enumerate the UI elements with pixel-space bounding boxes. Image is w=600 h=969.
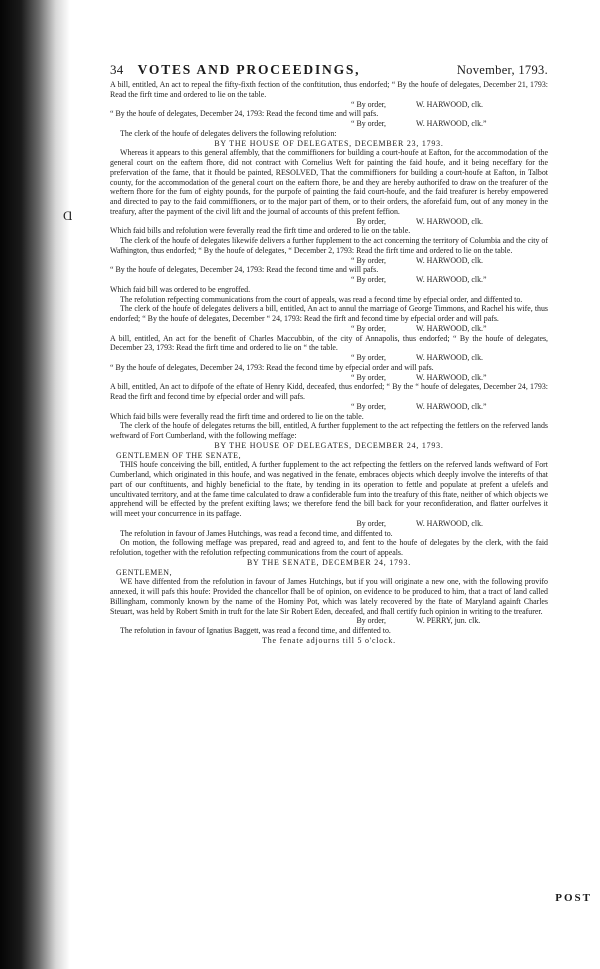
page-number: 34	[110, 62, 124, 77]
signature-line: “ By order, W. HARWOOD, clk.”	[351, 401, 487, 411]
paragraph: THIS houfe conceiving the bill, entitled, A further fupplement to the act refpecting the fettlers on the referved lands weftward of Fort Cumberland, which originated in this houfe, and was negatived in the fenate, embraces objects which deeply involve the interefts of that part of our conftituents, and highly beneficial to the ftate, by tending in its operation to fettle and populate at prefent a ufelefs and uncultivated territory, and at the fame time calculated to draw a confiderable fum into the treafury of this ftate, neither of which objects we apprehend will be effected by the prefent exifting laws; we therefore fend the bill back for your reconfideration, and flatter ourfelves it will meet your concurrence in its paffage.	[110, 460, 548, 518]
paragraph: “ By the houfe of delegates, December 24, 1793: Read the fecond time by efpecial order and will pafs.	[110, 362, 434, 372]
catchword: POST	[555, 892, 592, 904]
paragraph: A bill, entitled, An act to repeal the fifty-fixth fection of the conftitution, thus endorfed; “ By the houfe of delegates, December 21, 1793: Read the firft time and ordered to lie on the table.	[110, 80, 548, 99]
section-heading: BY THE SENATE, DECEMBER 24, 1793.	[246, 557, 412, 567]
margin-mark: Ɑ	[63, 208, 73, 223]
signature-line: By order, W. PERRY, jun. clk.	[356, 616, 481, 626]
paragraph: The clerk of the houfe of delegates delivers a bill, entitled, An act to annul the marriage of George Timmons, and Rachel his wife, thus endorfed; “ By the houfe of delegates, December “ 24, 1793: Read the firft and fecond time by efpecial order and will pafs.	[110, 304, 548, 323]
paragraph: Whereas it appears to this general affembly, that the commiffioners for building a court-houfe at Eafton, for the accommodation of the general court on the eaftern fhore, did not contract with Cornelius Weft for painting the faid houfe, and it being neceffary for the prefervation of the fame, that it fhould be painted, RESOLVED, That the commiffioners for building a court-houfe at Eafton, in Talbot county, for the accommodation of the general court on the eaftern fhore, be and they are hereby authorifed to draw on the treafurer of the weftern fhore for the fum of eighty pounds, for the purpofe of painting the faid court-houfe, and the faid treafurer is hereby empowered and directed to pay to the faid commiffioners, or to the major part of them, or to their orders, the aforefaid fum, out of any money in the treafury, after the payment of the civil lift and the journal of accounts of this prefent feffion.	[110, 148, 548, 216]
salutation: GENTLEMEN OF THE SENATE,	[116, 450, 242, 460]
paragraph: “ By the houfe of delegates, December 24, 1793: Read the fecond time and will pafs.	[110, 109, 379, 119]
paragraph: The clerk of the houfe of delegates returns the bill, entitled, A further fupplement to the act refpecting the fettlers on the referved lands weftward of Fort Cumberland, with the following meffage:	[110, 421, 548, 440]
paragraph: The clerk of the houfe of delegates likewife delivers a further fupplement to the act concerning the territory of Columbia and the city of Wafhington, thus endorfed; “ By the houfe of delegates, “ December 2, 1793: Read the firft time and ordered to lie on the table.	[110, 236, 548, 255]
signature-line: By order, W. HARWOOD, clk.	[356, 518, 483, 528]
paragraph: On motion, the following meffage was prepared, read and agreed to, and fent to the houfe of delegates by the clerk, with the faid refolution, together with the refolution refpecting communications from the court of appeals.	[110, 538, 548, 557]
signature-line: “ By order, W. HARWOOD, clk.	[351, 255, 483, 265]
paragraph: The refolution refpecting communications from the court of appeals, was read a fecond time by efpecial order, and diffented to.	[120, 294, 523, 304]
paragraph: WE have diffented from the refolution in favour of James Hutchings, but if you will originate a new one, with the following provifo annexed, it will pafs this houfe: Provided the chancellor fhall be of opinion, on evidence to be produced to him, that a tract of land called Billingham, commonly known by the name of the Hominy Pot, which was lately recovered by the ftate of Maryland againft Charles Steuart, was held by Robert Smith in truft for the late Sir Robert Eden, deceafed, and fhall certify fuch opinion in writing to the treafurer.	[110, 577, 548, 616]
signature-line: “ By order, W. HARWOOD, clk.”	[351, 372, 487, 382]
page-binding-edge	[0, 0, 73, 969]
paragraph: “ By the houfe of delegates, December 24, 1793: Read the fecond time and will pafs.	[110, 265, 379, 275]
signature-line: “ By order, W. HARWOOD, clk.”	[351, 119, 487, 128]
paragraph: The refolution in favour of Ignatius Baggett, was read a fecond time, and diffented to.	[120, 626, 391, 635]
salutation: GENTLEMEN,	[116, 567, 173, 577]
signature-line: “ By order, W. HARWOOD, clk.”	[351, 275, 487, 284]
closing-line: The fenate adjourns till 5 o'clock.	[262, 635, 396, 645]
section-heading: BY THE HOUSE OF DELEGATES, DECEMBER 24, 1793.	[214, 440, 444, 450]
signature-line: “ By order, W. HARWOOD, clk.”	[351, 323, 487, 333]
signature-line: “ By order, W. HARWOOD, clk.	[351, 99, 483, 109]
paragraph: A bill, entitled, An act for the benefit of Charles Maccubbin, of the city of Annapolis, thus endorfed; “ By the houfe of delegates, December 23, 1793: Read the firft time and ordered to lie on “ the table.	[110, 333, 548, 353]
header-date: November, 1793.	[456, 63, 548, 77]
paragraph: Which faid bills were feverally read the firft time and ordered to lie on the table.	[110, 411, 364, 421]
page-title: VOTES AND PROCEEDINGS,	[137, 62, 361, 77]
paragraph: Which faid bill was ordered to be engroffed.	[110, 284, 251, 294]
document-page	[110, 62, 548, 646]
paragraph: The refolution in favour of James Hutchings, was read a fecond time, and diffented to.	[120, 528, 393, 538]
paragraph: A bill, entitled, An act to difpofe of the eftate of Henry Kidd, deceafed, thus endorfed; “ By the “ houfe of delegates, December 24, 1793: Read the firft and fecond time by efpecial order and will pafs.	[110, 382, 548, 401]
running-header	[110, 62, 548, 78]
paragraph: The clerk of the houfe of delegates delivers the following refolution:	[120, 128, 337, 138]
signature-line: By order, W. HARWOOD, clk.	[356, 216, 483, 226]
paragraph: Which faid bills and refolution were feverally read the firft time and ordered to lie on the table.	[110, 226, 411, 236]
section-heading: BY THE HOUSE OF DELEGATES, DECEMBER 23, 1793.	[214, 138, 444, 148]
signature-line: “ By order, W. HARWOOD, clk.	[351, 353, 483, 362]
